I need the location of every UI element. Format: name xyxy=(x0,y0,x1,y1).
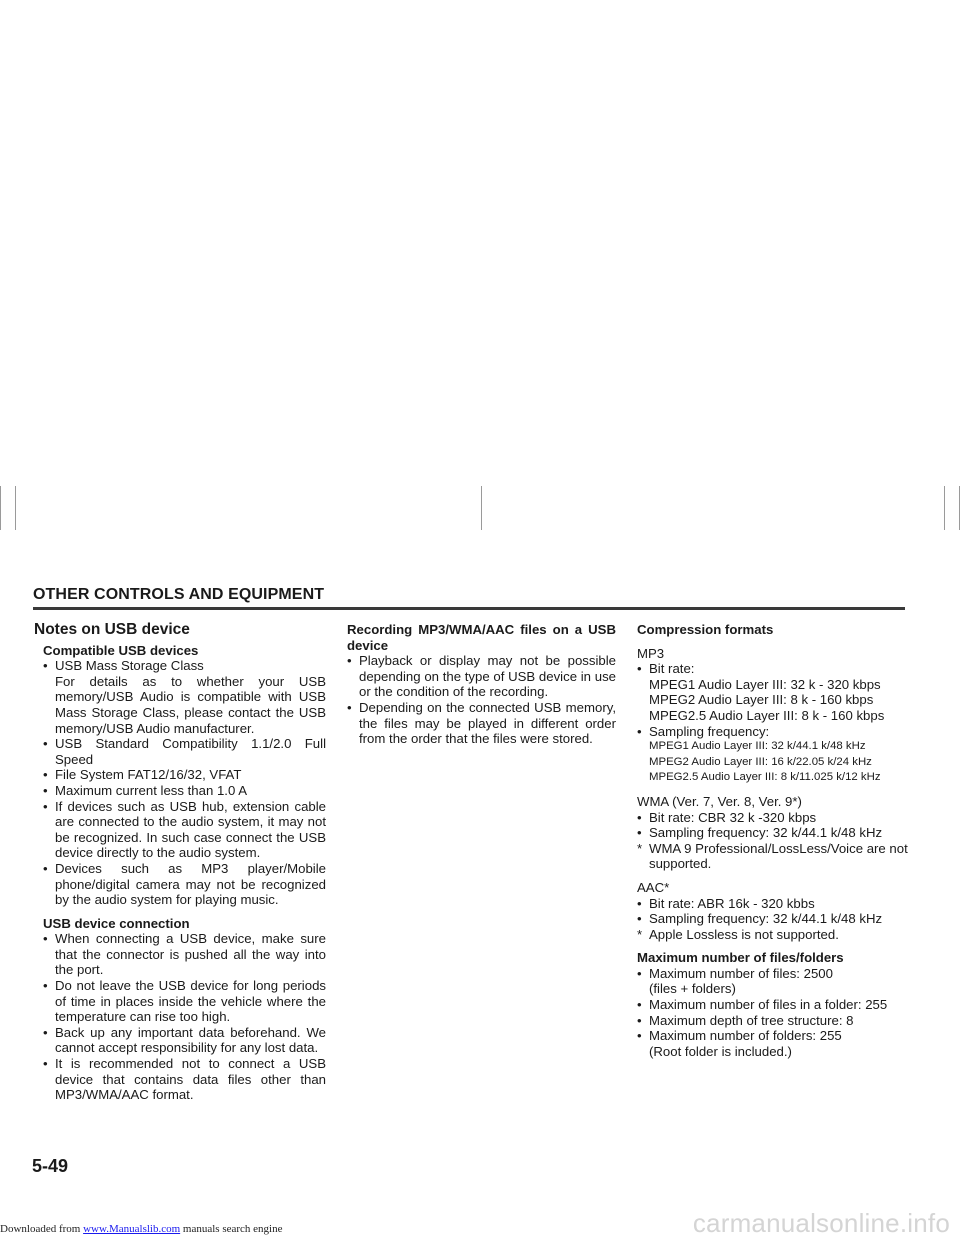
aac-list xyxy=(637,896,909,943)
list-item: • Bit rate: CBR 32 k -320 kbps xyxy=(637,810,909,826)
page-number: 5-49 xyxy=(32,1156,69,1176)
list-item: • Devices such as MP3 player/Mobile phone/digital camera may not be recognized by the audio system for playing music. xyxy=(43,861,326,908)
column-recording xyxy=(347,622,616,747)
list-item-detail: MPEG2 Audio Layer III: 16 k/22.05 k/24 kHz xyxy=(649,755,872,768)
list-item: • Maximum depth of tree structure: 8 xyxy=(637,1013,909,1029)
list-item xyxy=(637,661,909,723)
list-item-detail: MPEG2.5 Audio Layer III: 8 k/11.025 k/12 kHz xyxy=(649,771,881,784)
list-item-detail: MPEG2 Audio Layer III: 8 k - 160 kbps xyxy=(649,692,874,708)
list-item-detail: For details as to whether your USB memory/USB Audio is compatible with USB Mass Storage Class, please contact the USB memory/USB Audio manufacturer. xyxy=(55,673,326,736)
download-footer xyxy=(0,1223,282,1235)
list-item-text: Bit rate: xyxy=(649,661,695,677)
crop-mark xyxy=(481,486,482,530)
connection-heading: USB device connection xyxy=(43,915,190,931)
list-item-text: Maximum number of files: 2500 xyxy=(649,965,833,981)
footnote: * WMA 9 Professional/LossLess/Voice are not supported. xyxy=(637,841,909,872)
section-header: OTHER CONTROLS AND EQUIPMENT xyxy=(33,586,325,603)
max-heading: Maximum number of files/folders xyxy=(637,950,844,966)
manualslib-link[interactable]: www.Manualslib.com xyxy=(83,1223,181,1235)
list-item xyxy=(637,966,909,997)
mp3-label: MP3 xyxy=(637,645,665,661)
list-item-text: USB Mass Storage Class xyxy=(55,658,204,674)
list-item: • When connecting a USB device, make sure that the connector is pushed all the way into the port. xyxy=(43,931,326,978)
list-item-detail: MPEG2.5 Audio Layer III: 8 k - 160 kbps xyxy=(649,707,885,723)
crop-mark xyxy=(15,486,16,530)
list-item: • It is recommended not to connect a USB device that contains data files other than MP3/WMA/AAC format. xyxy=(43,1056,326,1103)
footer-suffix: manuals search engine xyxy=(182,1223,283,1235)
list-item: • Bit rate: ABR 16k - 320 kbbs xyxy=(637,896,909,912)
connection-list xyxy=(43,931,326,1103)
list-item-detail: MPEG1 Audio Layer III: 32 k/44.1 k/48 kHz xyxy=(649,740,866,753)
list-item: • Sampling frequency: 32 k/44.1 k/48 kHz xyxy=(637,911,909,927)
list-item-detail: (Root folder is included.) xyxy=(649,1043,792,1059)
list-item: • Maximum number of files in a folder: 255 xyxy=(637,997,909,1013)
list-item: • Maximum current less than 1.0 A xyxy=(43,783,326,799)
formats-heading: Compression formats xyxy=(637,622,774,637)
watermark: carmanualsonline.info xyxy=(692,1208,950,1238)
list-item: • Back up any important data beforehand. We cannot accept responsibility for any lost data. xyxy=(43,1025,326,1056)
wma-label: WMA (Ver. 7, Ver. 8, Ver. 9*) xyxy=(637,793,802,809)
aac-label: AAC* xyxy=(637,879,670,895)
header-rule xyxy=(33,607,905,610)
mp3-list xyxy=(637,661,909,786)
footnote: * Apple Lossless is not supported. xyxy=(637,927,909,943)
list-item: • Playback or display may not be possible depending on the type of USB device in use or the condition of the recording. xyxy=(347,653,616,700)
list-item-text: Maximum number of folders: 255 xyxy=(649,1028,842,1044)
list-item: • USB Standard Compatibility 1.1/2.0 Full Speed xyxy=(43,736,326,767)
list-item-text: Sampling frequency: xyxy=(649,723,770,739)
footer-prefix: Downloaded from xyxy=(0,1223,81,1235)
recording-heading: Recording MP3/WMA/AAC files on a USB device xyxy=(347,622,616,653)
wma-list xyxy=(637,810,909,872)
crop-mark xyxy=(0,486,1,530)
column-formats xyxy=(637,622,909,1059)
list-item: • File System FAT12/16/32, VFAT xyxy=(43,767,326,783)
list-item: • Depending on the connected USB memory, the files may be played in different order from the order that the files were stored. xyxy=(347,700,616,747)
list-item xyxy=(637,1028,909,1059)
recording-list xyxy=(347,653,616,747)
compat-list xyxy=(43,658,326,908)
list-item: • Do not leave the USB device for long periods of time in places inside the vehicle where the temperature can rise too high. xyxy=(43,978,326,1025)
list-item: • If devices such as USB hub, extension cable are connected to the audio system, it may not be recognized. In such case connect the USB device directly to the audio system. xyxy=(43,799,326,861)
list-item xyxy=(637,724,909,786)
crop-mark xyxy=(944,486,945,530)
list-item-detail: (files + folders) xyxy=(649,981,736,997)
column-usb-notes xyxy=(34,621,326,1103)
compat-heading: Compatible USB devices xyxy=(43,642,199,658)
page-title: Notes on USB device xyxy=(34,621,190,638)
list-item-detail: MPEG1 Audio Layer III: 32 k - 320 kbps xyxy=(649,676,881,692)
list-item: • Sampling frequency: 32 k/44.1 k/48 kHz xyxy=(637,825,909,841)
list-item xyxy=(43,658,326,736)
max-list xyxy=(637,966,909,1060)
